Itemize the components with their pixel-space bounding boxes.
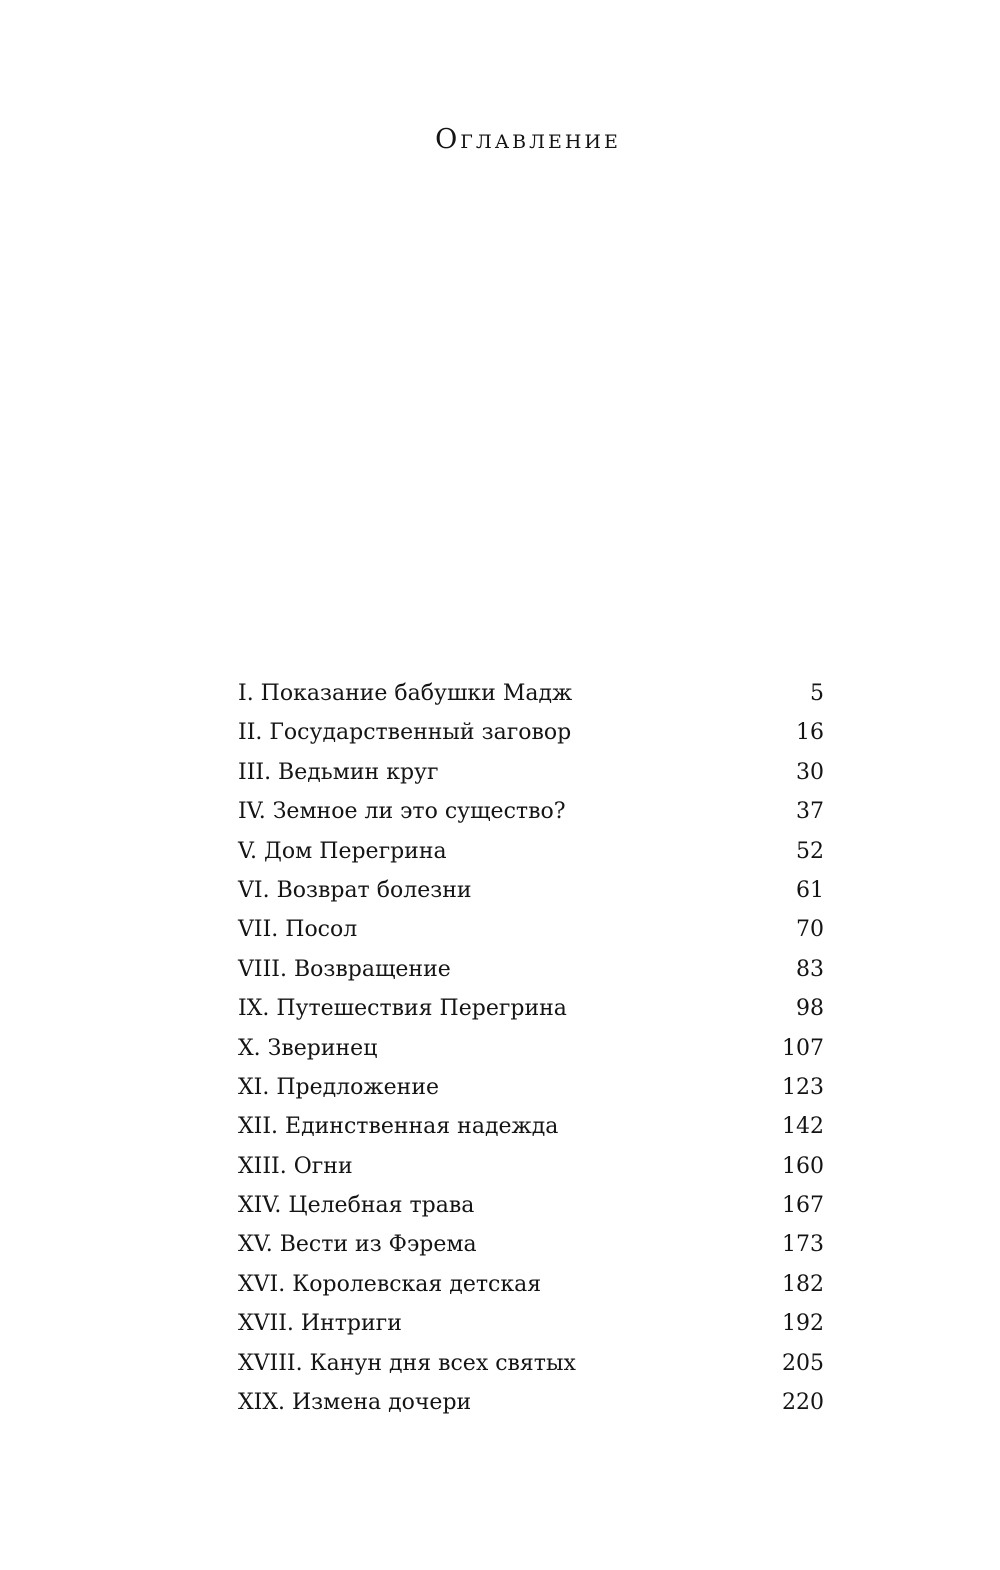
toc-entry (238, 1265, 824, 1304)
toc-page-number: 142 (782, 1114, 824, 1140)
toc-chapter-title: XVI. Королевская детская (238, 1271, 542, 1297)
toc-entry (238, 1225, 824, 1264)
toc-chapter-title: XIV. Целебная трава (238, 1193, 475, 1219)
toc-page-number: 70 (796, 917, 824, 943)
toc-chapter-title: VI. Возврат болезни (238, 877, 472, 903)
toc-entry (238, 1029, 824, 1068)
toc-entry (238, 674, 824, 713)
toc-page-number: 61 (796, 877, 824, 903)
toc-page-number: 5 (810, 681, 824, 706)
toc-page-number: 220 (782, 1390, 824, 1416)
toc-chapter-title: III. Ведьмин круг (238, 759, 439, 785)
toc-entry (238, 1068, 824, 1107)
toc-page-number: 107 (782, 1035, 824, 1061)
toc-entry (238, 1383, 824, 1422)
toc-page-number: 160 (782, 1153, 824, 1179)
toc-chapter-title: VII. Посол (238, 917, 358, 943)
toc-chapter-title: XVII. Интриги (238, 1311, 402, 1337)
toc-entry (238, 1147, 824, 1186)
toc-entry (238, 832, 824, 871)
toc-chapter-title: XVIII. Канун дня всех святых (238, 1350, 576, 1376)
toc-entry (238, 713, 824, 752)
toc-page-number: 37 (796, 799, 824, 825)
toc-chapter-title: X. Зверинец (238, 1035, 378, 1061)
toc-chapter-title: V. Дом Перегрина (238, 838, 447, 864)
toc-entry (238, 792, 824, 831)
toc-entry (238, 1186, 824, 1225)
toc-page-number: 192 (782, 1311, 824, 1337)
toc-page-number: 167 (782, 1193, 824, 1219)
toc-entry (238, 753, 824, 792)
toc-page-number: 173 (782, 1232, 824, 1258)
table-of-contents (238, 674, 824, 1422)
toc-chapter-title: XIX. Измена дочери (238, 1390, 472, 1416)
toc-page-number: 30 (796, 759, 824, 785)
toc-chapter-title: I. Показание бабушки Мадж (238, 681, 573, 706)
toc-chapter-title: XI. Предложение (238, 1074, 439, 1100)
toc-page-number: 52 (796, 838, 824, 864)
toc-entry (238, 871, 824, 910)
toc-chapter-title: IV. Земное ли это существо? (238, 799, 566, 825)
toc-entry (238, 1344, 824, 1383)
toc-chapter-title: XII. Единственная надежда (238, 1114, 559, 1140)
toc-entry (238, 1107, 824, 1146)
toc-page-number: 16 (796, 720, 824, 746)
toc-entry (238, 1304, 824, 1343)
toc-page-number: 123 (782, 1074, 824, 1100)
toc-page-number: 205 (782, 1350, 824, 1376)
toc-page-number: 182 (782, 1271, 824, 1297)
page-title: Оглавление (435, 124, 621, 155)
toc-page-number: 83 (796, 956, 824, 982)
toc-chapter-title: XIII. Огни (238, 1153, 353, 1179)
toc-entry (238, 989, 824, 1028)
toc-page-number: 98 (796, 996, 824, 1022)
toc-chapter-title: XV. Вести из Фэрема (238, 1232, 477, 1258)
toc-chapter-title: IX. Путешествия Перегрина (238, 996, 567, 1022)
toc-entry (238, 910, 824, 949)
toc-entry (238, 950, 824, 989)
toc-chapter-title: VIII. Возвращение (238, 956, 451, 982)
toc-chapter-title: II. Государственный заговор (238, 720, 572, 746)
